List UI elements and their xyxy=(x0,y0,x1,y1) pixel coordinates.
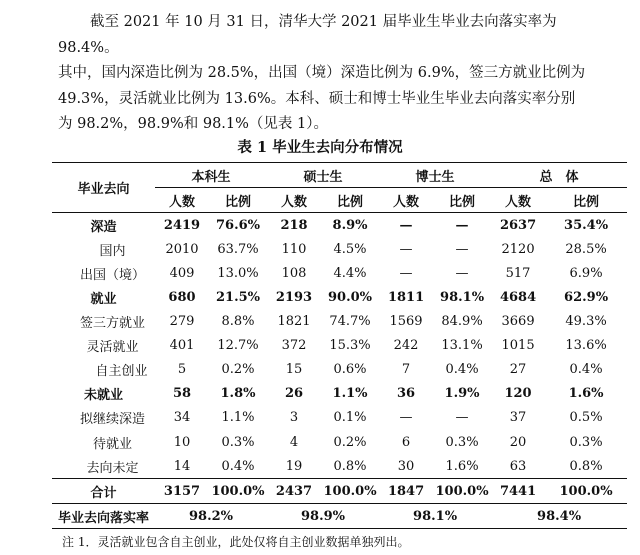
intro-paragraph xyxy=(58,10,618,138)
cell-ratio: 1.8% xyxy=(220,386,256,402)
cell-ratio: 13.0% xyxy=(217,265,259,281)
paragraph-line-1: 截至 2021 年 10 月 31 日，清华大学 2021 届毕业生毕业去向落实率为 98.4%。 xyxy=(58,14,557,56)
row-label: 灵活就业 xyxy=(86,340,139,356)
cell-ratio: 0.4% xyxy=(445,362,479,378)
cell-ratio: 0.1% xyxy=(333,410,367,426)
header-group-undergrad: 本科生 xyxy=(155,163,267,188)
cell-ratio: 62.9% xyxy=(564,290,609,306)
cell-ratio: 0.3% xyxy=(569,434,603,450)
cell-ratio: 35.4% xyxy=(564,217,609,233)
header-sub-ratio: 比例 xyxy=(545,188,627,213)
header-sub-count: 人数 xyxy=(379,188,433,213)
header-sub-count: 人数 xyxy=(155,188,209,213)
cell-ratio: 90.0% xyxy=(328,290,373,306)
cell-ratio: 100.0% xyxy=(433,479,491,504)
cell-count: 242 xyxy=(393,338,419,354)
paragraph-line-3: 49.3%，灵活就业比例为 13.6%。本科、硕士和博士毕业生毕业去向落实率分别 xyxy=(58,90,576,107)
cell-count: 120 xyxy=(504,386,532,402)
total-label: 合计 xyxy=(52,479,155,504)
cell-ratio: 100.0% xyxy=(209,479,267,504)
table-row xyxy=(52,382,627,406)
cell-ratio: 0.3% xyxy=(445,434,479,450)
cell-count: 3157 xyxy=(155,479,209,504)
cell-count: 2637 xyxy=(499,217,537,233)
cell-ratio: 13.1% xyxy=(441,338,483,354)
header-group-overall: 总 体 xyxy=(491,163,627,188)
cell-ratio: 100.0% xyxy=(321,479,379,504)
cell-count: 372 xyxy=(281,338,307,354)
rate-overall: 98.4% xyxy=(491,504,627,529)
cell-ratio: 12.7% xyxy=(217,338,259,354)
header-group-master: 硕士生 xyxy=(267,163,379,188)
cell-ratio: 4.4% xyxy=(333,265,367,281)
rate-master: 98.9% xyxy=(267,504,379,529)
header-category: 毕业去向 xyxy=(52,163,155,213)
rate-undergrad: 98.2% xyxy=(155,504,267,529)
cell-count: 26 xyxy=(284,386,304,402)
cell-count: 20 xyxy=(509,434,527,450)
cell-count: 401 xyxy=(169,338,195,354)
cell-ratio: 0.2% xyxy=(221,362,255,378)
cell-count: 27 xyxy=(509,362,527,378)
cell-ratio: 49.3% xyxy=(565,314,607,330)
destination-table xyxy=(52,162,627,529)
cell-ratio: 13.6% xyxy=(565,338,607,354)
cell-ratio: 15.3% xyxy=(329,338,371,354)
cell-ratio: 98.1% xyxy=(440,290,485,306)
row-label: 未就业 xyxy=(83,388,123,404)
row-label: 去向未定 xyxy=(86,460,139,476)
table-row xyxy=(52,310,627,334)
cell-ratio: 1.9% xyxy=(444,386,480,402)
cell-count: 680 xyxy=(168,290,196,306)
table-row-rate xyxy=(52,504,627,529)
cell-count: 15 xyxy=(285,362,303,378)
row-label: 自主创业 xyxy=(95,364,148,380)
cell-ratio: 63.7% xyxy=(217,241,259,257)
cell-ratio: 4.5% xyxy=(333,241,367,257)
table-row xyxy=(52,237,627,261)
table-row xyxy=(52,285,627,309)
cell-ratio: 21.5% xyxy=(216,290,261,306)
cell-ratio: 0.4% xyxy=(221,458,255,474)
cell-count: 2193 xyxy=(275,290,313,306)
table-row xyxy=(52,406,627,430)
cell-ratio: 8.8% xyxy=(221,314,255,330)
table-row xyxy=(52,430,627,454)
cell-ratio: — xyxy=(455,410,469,426)
cell-ratio: 1.1% xyxy=(332,386,368,402)
table-row xyxy=(52,213,627,238)
cell-count: 279 xyxy=(169,314,195,330)
header-sub-ratio: 比例 xyxy=(209,188,267,213)
cell-ratio: — xyxy=(455,217,469,233)
cell-ratio: 6.9% xyxy=(569,265,603,281)
cell-count: 36 xyxy=(396,386,416,402)
cell-count: 4684 xyxy=(499,290,537,306)
cell-count: 7441 xyxy=(491,479,545,504)
table-title: 表 1 毕业生去向分布情况 xyxy=(237,139,403,156)
cell-count: — xyxy=(399,410,413,426)
cell-count: 2120 xyxy=(501,241,535,257)
cell-ratio: 0.8% xyxy=(569,458,603,474)
cell-count: 37 xyxy=(509,410,527,426)
cell-count: 517 xyxy=(505,265,531,281)
cell-count: 2437 xyxy=(267,479,321,504)
cell-count: 1811 xyxy=(387,290,425,306)
row-label: 出国（境） xyxy=(79,267,145,283)
cell-count: 218 xyxy=(280,217,308,233)
header-group-doctor: 博士生 xyxy=(379,163,491,188)
cell-ratio: 0.5% xyxy=(569,410,603,426)
cell-ratio: 74.7% xyxy=(329,314,371,330)
cell-count: 1821 xyxy=(277,314,311,330)
cell-count: 1015 xyxy=(501,338,535,354)
cell-count: 5 xyxy=(177,362,187,378)
header-sub-count: 人数 xyxy=(267,188,321,213)
cell-ratio: 1.6% xyxy=(568,386,604,402)
row-label: 就业 xyxy=(90,292,117,308)
cell-ratio: 1.1% xyxy=(221,410,255,426)
cell-count: — xyxy=(399,241,413,257)
cell-count: 2010 xyxy=(165,241,199,257)
paragraph-line-2: 其中，国内深造比例为 28.5%，出国（境）深造比例为 6.9%，签三方就业比例为 xyxy=(58,65,586,81)
cell-count: 3669 xyxy=(501,314,535,330)
cell-ratio: 84.9% xyxy=(441,314,483,330)
row-label: 签三方就业 xyxy=(79,316,145,332)
footnote: 注 1．灵活就业包含自主创业，此处仅将自主创业数据单独列出。 xyxy=(62,535,410,549)
cell-ratio: 0.3% xyxy=(221,434,255,450)
cell-ratio: — xyxy=(455,241,469,257)
cell-ratio: 0.8% xyxy=(333,458,367,474)
header-sub-ratio: 比例 xyxy=(433,188,491,213)
cell-count: 63 xyxy=(509,458,527,474)
cell-count: 3 xyxy=(289,410,299,426)
cell-ratio: 28.5% xyxy=(565,241,607,257)
row-label: 深造 xyxy=(90,219,117,235)
table-row xyxy=(52,454,627,479)
cell-count: 58 xyxy=(172,386,192,402)
row-label: 待就业 xyxy=(92,436,132,452)
header-sub-ratio: 比例 xyxy=(321,188,379,213)
cell-count: 34 xyxy=(173,410,191,426)
row-label: 国内 xyxy=(99,243,126,259)
cell-count: — xyxy=(399,265,413,281)
table-row xyxy=(52,261,627,285)
cell-count: — xyxy=(399,217,413,233)
cell-ratio: 1.6% xyxy=(445,458,479,474)
cell-count: 110 xyxy=(281,241,307,257)
rate-label: 毕业去向落实率 xyxy=(52,504,155,529)
cell-ratio: 76.6% xyxy=(216,217,261,233)
cell-ratio: 100.0% xyxy=(545,479,627,504)
cell-count: 1847 xyxy=(379,479,433,504)
cell-count: 108 xyxy=(281,265,307,281)
cell-ratio: 0.6% xyxy=(333,362,367,378)
cell-count: 2419 xyxy=(163,217,201,233)
cell-count: 4 xyxy=(289,434,299,450)
cell-ratio: 0.4% xyxy=(569,362,603,378)
cell-count: 7 xyxy=(401,362,411,378)
rate-doctor: 98.1% xyxy=(379,504,491,529)
cell-count: 30 xyxy=(397,458,415,474)
cell-ratio: — xyxy=(455,265,469,281)
table-row-total xyxy=(52,479,627,504)
cell-ratio: 8.9% xyxy=(332,217,368,233)
table-row xyxy=(52,358,627,382)
cell-count: 1569 xyxy=(389,314,423,330)
cell-count: 14 xyxy=(173,458,191,474)
row-label: 拟继续深造 xyxy=(79,412,145,428)
cell-count: 6 xyxy=(401,434,411,450)
table-row xyxy=(52,334,627,358)
header-sub-count: 人数 xyxy=(491,188,545,213)
cell-ratio: 0.2% xyxy=(333,434,367,450)
cell-count: 409 xyxy=(169,265,195,281)
cell-count: 10 xyxy=(173,434,191,450)
cell-count: 19 xyxy=(285,458,303,474)
paragraph-line-4: 为 98.2%，98.9%和 98.1%（见表 1）。 xyxy=(58,116,328,132)
